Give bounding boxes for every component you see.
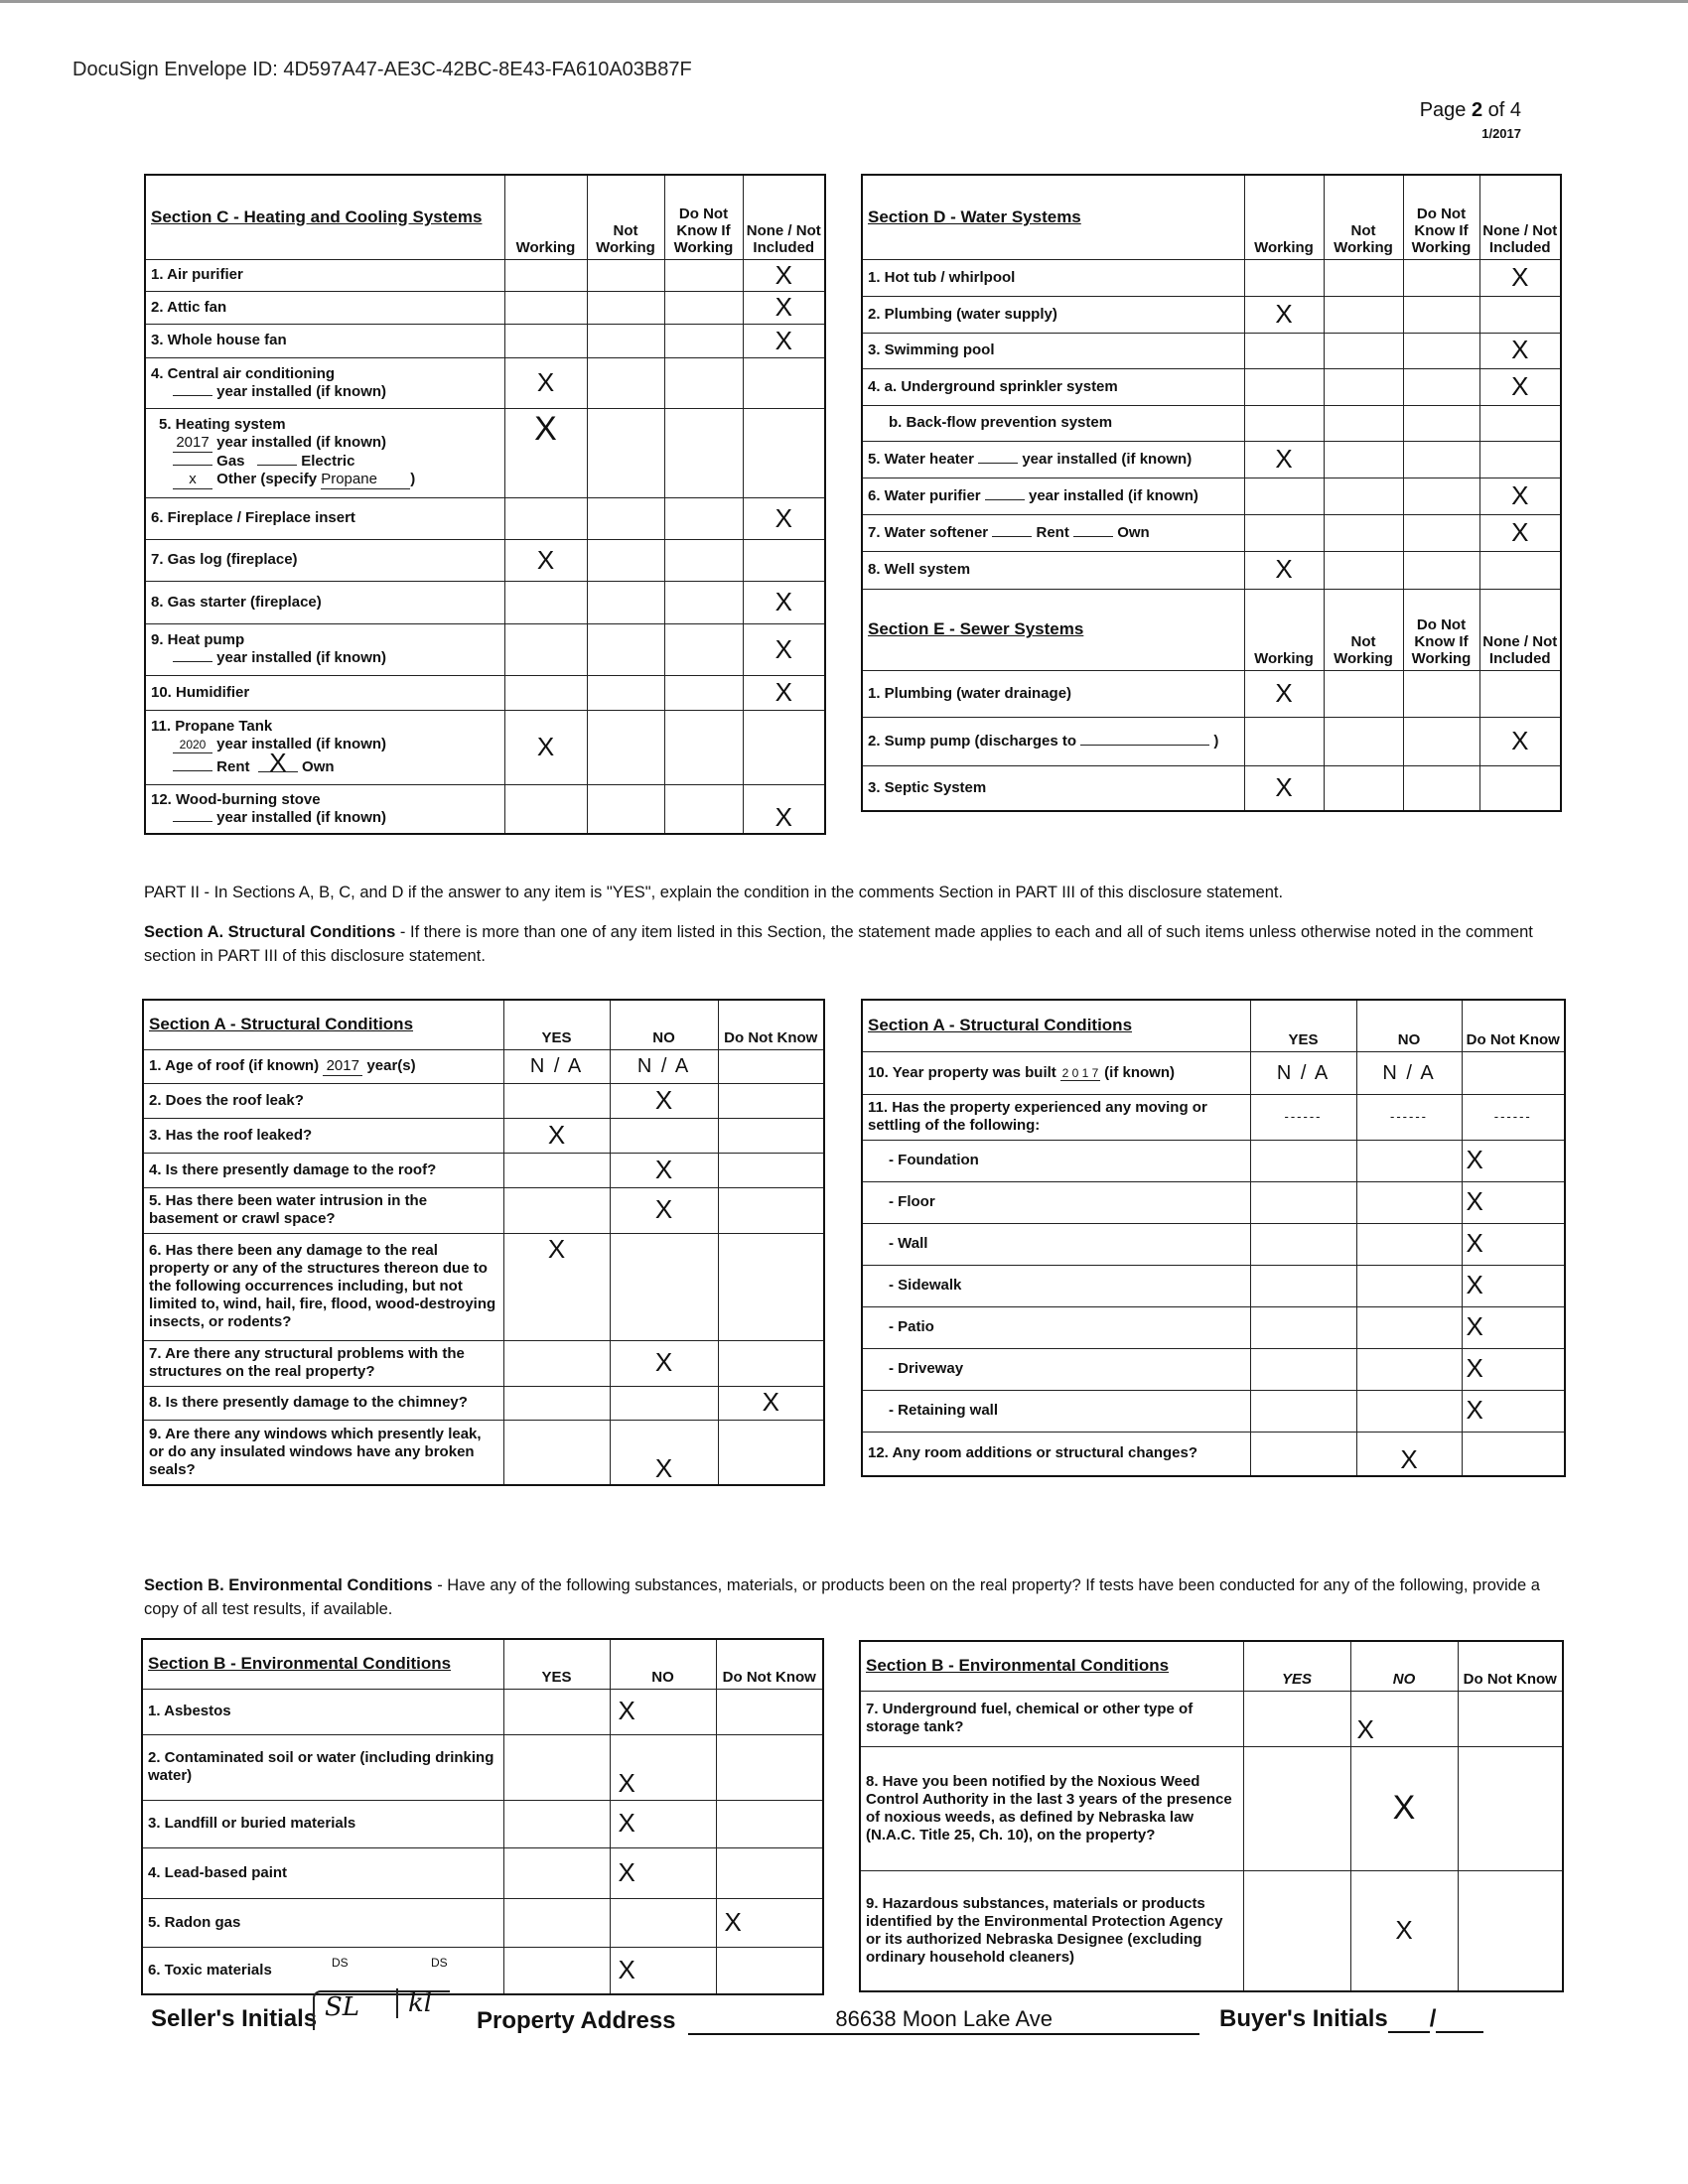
row-label: 9. Heat pump year installed (if known) [145,623,504,675]
col-no: NO [1350,1641,1458,1691]
row-label: 1. Hot tub / whirlpool [862,259,1244,296]
row-label: 4. a. Underground sprinkler system [862,368,1244,405]
seller-initial-1: SL [325,1992,360,2022]
section-a-title: Section A - Structural Conditions [143,1000,503,1049]
check-mark: X [610,1153,718,1187]
ds-tag: DS [332,1955,349,1970]
property-address-row [477,2005,1199,2035]
section-b-title: Section B - Environmental Conditions [142,1639,503,1689]
check-mark: X [716,1898,823,1947]
seller-initial-2: kl [396,1988,432,2018]
row-label: 5. Water heater year installed (if known) [862,441,1244,478]
row-label: 7. Are there any structural problems with the structures on the real property? [143,1340,503,1386]
col-not-working: Not Working [587,175,664,259]
col-do-not-know: Do Not Know [716,1639,823,1689]
row-label: 7. Water softener Rent Own [862,514,1244,551]
property-address-value: 86638 Moon Lake Ave [835,2006,1053,2031]
row-label: 7. Gas log (fireplace) [145,539,504,581]
row-label: 6. Water purifier year installed (if known) [862,478,1244,514]
section-d-title: Section D - Water Systems [862,175,1244,259]
check-mark: X [1462,1306,1565,1348]
check-mark: X [1479,368,1561,405]
row-label: 2. Sump pump (discharges to ) [862,717,1244,765]
check-mark: X [743,581,825,623]
check-mark: X [504,408,587,497]
no-value: N / A [610,1049,718,1083]
check-mark: X [718,1386,824,1420]
row-label: 3. Septic System [862,765,1244,811]
col-yes: YES [1250,1000,1356,1051]
row-label: 5. Radon gas [142,1898,503,1947]
row-label: 2. Plumbing (water supply) [862,296,1244,333]
check-mark: X [743,497,825,539]
row-label: 12. Any room additions or structural changes? [862,1432,1250,1476]
row-label: 2. Attic fan [145,291,504,324]
dash-value: ------ [1356,1094,1462,1140]
col-not-working: Not Working [1324,589,1403,670]
col-working: Working [1244,589,1324,670]
check-mark: X [1350,1870,1458,1991]
row-label: - Floor [862,1181,1250,1223]
check-mark: X [1479,514,1561,551]
part-2-instructions: PART II - In Sections A, B, C, and D if the answer to any item is "YES", explain the condition in the comments Section in PART III of this disclosure statement. [144,884,1284,901]
row-label: - Patio [862,1306,1250,1348]
dash-value: ------ [1250,1094,1356,1140]
property-address-label: Property Address [477,2007,676,2034]
check-mark: X [1462,1265,1565,1306]
check-mark: X [504,539,587,581]
col-yes: YES [503,1639,610,1689]
top-edge [0,0,1688,3]
col-do-not-know: Do Not Know If Working [1403,589,1479,670]
row-label: 8. Is there presently damage to the chimney? [143,1386,503,1420]
check-mark: X [1462,1223,1565,1265]
row-label: 2. Contaminated soil or water (including drinking water) [142,1734,503,1800]
col-working: Working [504,175,587,259]
section-c-title: Section C - Heating and Cooling Systems [145,175,504,259]
col-none: None / Not Included [1479,589,1561,670]
check-mark: X [1479,478,1561,514]
section-c-table [144,174,826,835]
no-value: N / A [1356,1051,1462,1094]
col-none: None / Not Included [743,175,825,259]
dash-value: ------ [1462,1094,1565,1140]
ds-tag: DS [431,1955,448,1970]
row-label: 5. Heating system 2017 year installed (if known) Gas Electric x Other (specify Propane ) [145,408,504,497]
section-b-intro: Section B. Environmental Conditions - Have any of the following substances, materials, or products been on the real property? If tests have been conducted for any of the following, provide a copy of all test results, if available. [144,1576,1540,1618]
check-mark: X [610,1340,718,1386]
col-not-working: Not Working [1324,175,1403,259]
check-mark: X [1462,1348,1565,1390]
seller-initials-box [313,1990,450,2030]
row-label: 10. Year property was built 2 0 1 7 (if known) [862,1051,1250,1094]
row-label: - Foundation [862,1140,1250,1181]
col-do-not-know: Do Not Know [718,1000,824,1049]
check-mark: X [1244,441,1324,478]
row-label: 7. Underground fuel, chemical or other type of storage tank? [860,1691,1243,1746]
col-do-not-know: Do Not Know If Working [664,175,743,259]
envelope-id: DocuSign Envelope ID: 4D597A47-AE3C-42BC-8E43-FA610A03B87F [72,59,692,80]
check-mark: X [1350,1691,1458,1746]
row-label: 12. Wood-burning stove year installed (if known) [145,784,504,834]
check-mark: X [1244,296,1324,333]
row-label: - Retaining wall [862,1390,1250,1432]
row-label: 2. Does the roof leak? [143,1083,503,1118]
check-mark: X [1244,551,1324,589]
row-label: 4. Lead-based paint [142,1847,503,1898]
row-label: 11. Has the property experienced any moving or settling of the following: [862,1094,1250,1140]
check-mark: X [610,1689,716,1734]
page-number: Page 2 of 4 [1419,99,1521,121]
check-mark: X [1479,717,1561,765]
row-label: 1. Plumbing (water drainage) [862,670,1244,717]
check-mark: X [743,623,825,675]
col-working: Working [1244,175,1324,259]
row-label: - Sidewalk [862,1265,1250,1306]
check-mark: X [1350,1746,1458,1870]
row-label: 3. Has the roof leaked? [143,1118,503,1153]
col-no: NO [1356,1000,1462,1051]
section-b-title: Section B - Environmental Conditions [860,1641,1243,1691]
row-label: 6. Toxic materials DS DS [142,1947,503,1994]
check-mark: X [503,1233,610,1340]
section-d-table [861,174,1562,812]
check-mark: X [1462,1140,1565,1181]
seller-initials-label: Seller's Initials [151,2005,318,2032]
col-do-not-know: Do Not Know [1458,1641,1563,1691]
col-do-not-know: Do Not Know [1462,1000,1565,1051]
check-mark: X [743,291,825,324]
col-no: NO [610,1000,718,1049]
check-mark: X [504,710,587,784]
check-mark: X [610,1420,718,1485]
row-label: 4. Is there presently damage to the roof? [143,1153,503,1187]
section-a-intro: Section A. Structural Conditions - If there is more than one of any item listed in this Section, the statement made applies to each and all of such items unless otherwise noted in the comment section in PART III of this disclosure statement. [144,923,1533,965]
row-label: 3. Whole house fan [145,324,504,357]
check-mark: X [1479,333,1561,368]
row-label: 1. Age of roof (if known) 2017 year(s) [143,1049,503,1083]
check-mark: X [1462,1390,1565,1432]
section-a-right-table [861,999,1566,1477]
check-mark: X [743,324,825,357]
check-mark: X [743,259,825,291]
row-label: 8. Well system [862,551,1244,589]
section-a-left-table [142,999,825,1486]
row-label: 9. Hazardous substances, materials or products identified by the Environmental Protection Agency or its authorized Nebraska Designee (excluding ordinary household cleaners) [860,1870,1243,1991]
col-do-not-know: Do Not Know If Working [1403,175,1479,259]
buyer-initials-label: Buyer's Initials [1219,2005,1388,2032]
col-no: NO [610,1639,716,1689]
section-b-right-table [859,1640,1564,1992]
yes-value: N / A [1250,1051,1356,1094]
check-mark: X [1356,1432,1462,1476]
row-label: 1. Asbestos [142,1689,503,1734]
check-mark: X [1244,765,1324,811]
row-label: 5. Has there been water intrusion in the basement or crawl space? [143,1187,503,1233]
col-none: None / Not Included [1479,175,1561,259]
check-mark: X [1479,259,1561,296]
check-mark: X [610,1947,716,1994]
check-mark: X [504,357,587,408]
check-mark: X [1462,1181,1565,1223]
row-label: b. Back-flow prevention system [862,405,1244,441]
check-mark: X [610,1734,716,1800]
section-e-title: Section E - Sewer Systems [862,589,1244,670]
row-label: 6. Has there been any damage to the real property or any of the structures thereon due to the following occurrences including, but not limited to, wind, hail, fire, flood, wood-destroying insects, or rodents? [143,1233,503,1340]
check-mark: X [503,1118,610,1153]
revision-date: 1/2017 [1481,126,1521,141]
row-label: 4. Central air conditioning year installed (if known) [145,357,504,408]
check-mark: X [610,1187,718,1233]
yes-value: N / A [503,1049,610,1083]
row-label: 9. Are there any windows which presently leak, or do any insulated windows have any broken seals? [143,1420,503,1485]
row-label: 11. Propane Tank 2020 year installed (if known) Rent X Own [145,710,504,784]
row-label: 8. Have you been notified by the Noxious Weed Control Authority in the last 3 years of the presence of noxious weeds, as defined by Nebraska law (N.A.C. Title 25, Ch. 10), on the property? [860,1746,1243,1870]
col-yes: YES [1243,1641,1350,1691]
row-label: 6. Fireplace / Fireplace insert [145,497,504,539]
check-mark: X [743,784,825,834]
col-yes: YES [503,1000,610,1049]
buyer-initials-row: Buyer's Initials / [1219,2005,1483,2033]
row-label: 3. Landfill or buried materials [142,1800,503,1847]
section-b-left-table [141,1638,824,1995]
row-label: 8. Gas starter (fireplace) [145,581,504,623]
row-label: 1. Air purifier [145,259,504,291]
check-mark: X [743,675,825,710]
row-label: - Driveway [862,1348,1250,1390]
check-mark: X [610,1847,716,1898]
row-label: 3. Swimming pool [862,333,1244,368]
row-label: - Wall [862,1223,1250,1265]
check-mark: X [610,1083,718,1118]
section-a-title: Section A - Structural Conditions [862,1000,1250,1051]
check-mark: X [610,1800,716,1847]
check-mark: X [1244,670,1324,717]
row-label: 10. Humidifier [145,675,504,710]
